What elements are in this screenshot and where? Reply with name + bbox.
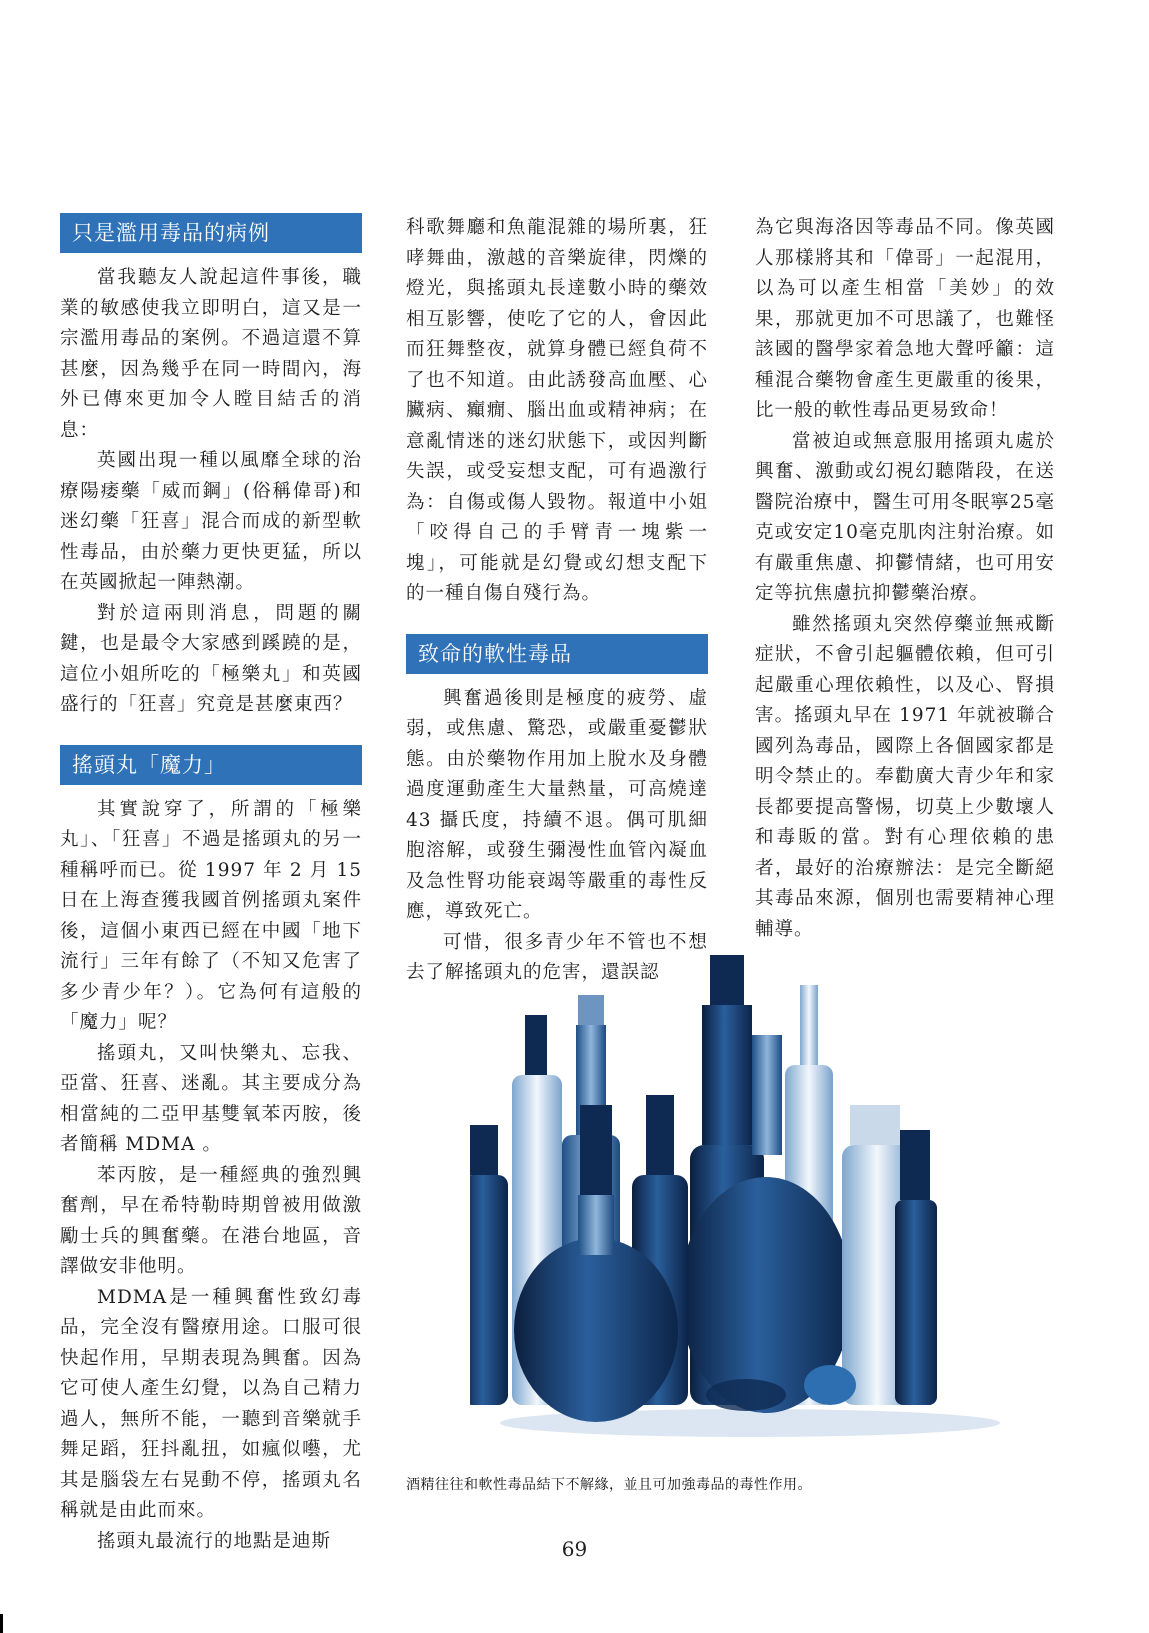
paragraph: 英國出現一種以風靡全球的治療陽痿藥「威而鋼」(俗稱偉哥)和迷幻藥「狂喜」混合而成的新型軟性毒品，由於藥力更快更猛，所以在英國掀起一陣熱潮。 [60, 450, 362, 593]
column-middle [406, 213, 708, 989]
section-heading-ecstasy-power: 搖頭丸「魔力」 [60, 745, 362, 785]
paragraph: MDMA是一種興奮性致幻毒品，完全沒有醫療用途。口服可很快起作用，早期表現為興奮。因為它可使人產生幻覺，以為自己精力過人，無所不能，一聽到音樂就手舞足蹈，狂抖亂扭，如瘋似囈，尤其是腦袋左右晃動不停，搖頭丸名稱就是由此而來。 [60, 1286, 362, 1521]
column-left [60, 213, 362, 1557]
paragraph: 對於這兩則消息，問題的關鍵，也是最令大家感到蹊蹺的是，這位小姐所吃的「極樂丸」和英國盛行的「狂喜」究竟是甚麼東西？ [60, 602, 362, 715]
paragraph: 搖頭丸最流行的地點是迪斯 [97, 1530, 332, 1552]
scan-edge-mark [0, 1614, 3, 1633]
paragraph: 興奮過後則是極度的疲勞、虛弱，或焦慮、驚恐，或嚴重憂鬱狀態。由於藥物作用加上脫水及身體過度運動產生大量熱量，可高燒達 43 攝氏度，持續不退。偶可肌細胞溶解，或發生彌漫性血管內凝血及急性腎功能衰竭等嚴重的毒性反應，導致死亡。 [406, 687, 708, 922]
paragraph: 當我聽友人說起這件事後，職業的敏感使我立即明白，這又是一宗濫用毒品的案例。不過這還不算甚麼，因為幾乎在同一時間內，海外已傳來更加令人瞠目結舌的消息： [60, 267, 362, 441]
paragraph: 當被迫或無意服用搖頭丸處於興奮、激動或幻視幻聽階段，在送醫院治療中，醫生可用冬眠寧25毫克或安定10毫克肌肉注射治療。如有嚴重焦慮、抑鬱情緒，也可用安定等抗焦慮抗抑鬱藥治療。 [755, 430, 1055, 604]
column-right [755, 213, 1055, 945]
page-number: 69 [561, 1537, 588, 1561]
paragraph: 雖然搖頭丸突然停藥並無戒斷症狀，不會引起軀體依賴，但可引起嚴重心理依賴性，以及心、腎損害。搖頭丸早在 1971 年就被聯合國列為毒品，國際上各個國家都是明令禁止的。奉勸廣大青少年和家長都要提高警惕，切莫上少數壞人和毒販的當。對有心理依賴的患者，最好的治療辦法：是完全斷絕其毒品來源，個別也需要精神心理輔導。 [755, 613, 1055, 940]
bottles-photo [470, 955, 1000, 1440]
section-heading-deadly-soft-drugs: 致命的軟性毒品 [406, 634, 708, 674]
paragraph: 科歌舞廳和魚龍混雜的場所裏，狂哮舞曲，激越的音樂旋律，閃爍的燈光，與搖頭丸長達數小時的藥效相互影響，使吃了它的人，會因此而狂舞整夜，就算身體已經負荷不了也不知道。由此誘發高血壓、心臟病、癲癇、腦出血或精神病；在意亂情迷的迷幻狀態下，或因判斷失誤，或受妄想支配，可有過激行為：自傷或傷人毀物。報道中小姐「咬得自己的手臂青一塊紫一塊」，可能就是幻覺或幻想支配下的一種自傷自殘行為。 [406, 217, 708, 604]
section-heading-abuse-case: 只是濫用毒品的病例 [60, 213, 362, 253]
bottles-illustration [470, 955, 1000, 1440]
paragraph: 為它與海洛因等毒品不同。像英國人那樣將其和「偉哥」一起混用，以為可以產生相當「美妙」的效果，那就更加不可思議了，也難怪該國的醫學家着急地大聲呼籲：這種混合藥物會產生更嚴重的後果，比一般的軟性毒品更易致命！ [755, 217, 1055, 421]
paragraph: 可惜，很多青少年不管也不想去了解搖頭丸的危害，還誤認 [406, 931, 708, 983]
figure-caption: 酒精往往和軟性毒品結下不解緣，並且可加強毒品的毒性作用。 [406, 1477, 812, 1493]
paragraph: 苯丙胺，是一種經典的強烈興奮劑，早在希特勒時期曾被用做激勵士兵的興奮藥。在港台地區，音譯做安非他明。 [60, 1164, 362, 1277]
paragraph: 搖頭丸，又叫快樂丸、忘我、亞當、狂喜、迷亂。其主要成分為相當純的二亞甲基雙氧苯丙胺，後者簡稱 MDMA 。 [60, 1042, 362, 1155]
paragraph: 其實說穿了，所謂的「極樂丸」、「狂喜」不過是搖頭丸的另一種稱呼而已。從 1997 年 2 月 15 日在上海查獲我國首例搖頭丸案件後，這個小東西已經在中國「地下流行」三年有餘了（不知又危害了多少青少年？）。它為何有這般的「魔力」呢？ [60, 798, 362, 1033]
